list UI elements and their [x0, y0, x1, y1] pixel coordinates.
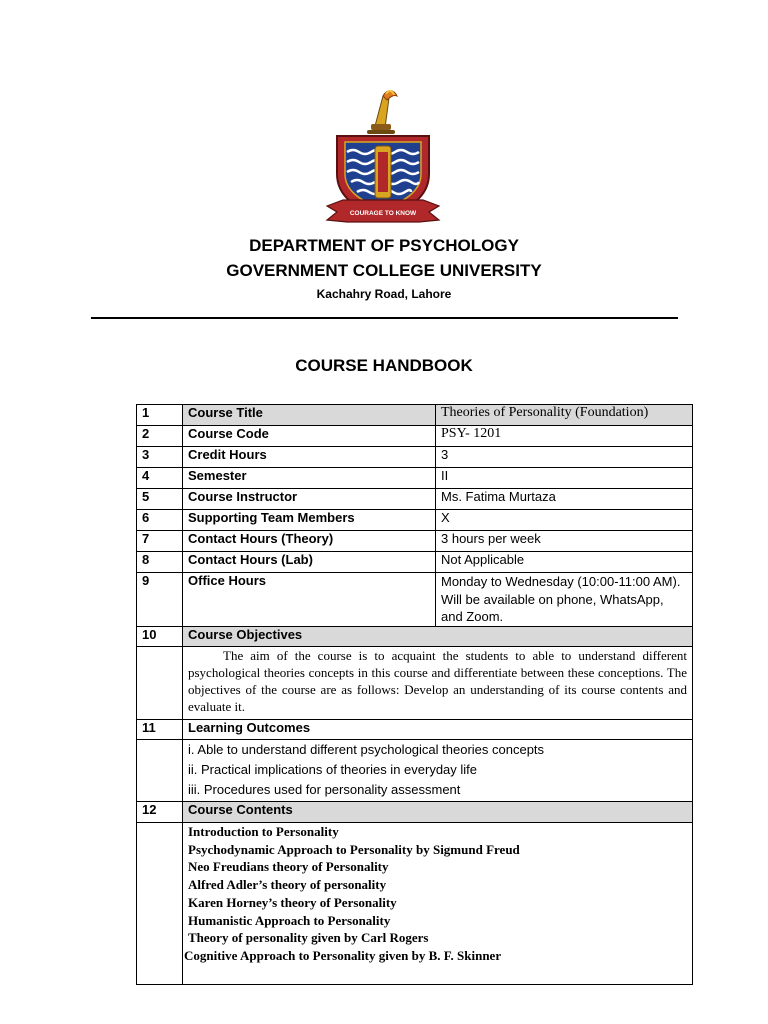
row-number: 5 — [137, 489, 183, 510]
row-number: 11 — [137, 720, 183, 740]
table-row — [137, 489, 693, 510]
list-item: Neo Freudians theory of Personality — [188, 859, 389, 875]
table-row — [137, 405, 693, 426]
section-row-objectives — [137, 627, 693, 647]
row-number: 4 — [137, 468, 183, 489]
list-item: Introduction to Personality — [188, 824, 339, 839]
row-label: Contact Hours (Theory) — [183, 531, 436, 552]
row-label: Office Hours — [183, 573, 436, 627]
table-row — [137, 447, 693, 468]
row-value: Theories of Personality (Foundation) — [436, 405, 693, 426]
row-label: Course Code — [183, 426, 436, 447]
row-number: 9 — [137, 573, 183, 627]
row-number: 3 — [137, 447, 183, 468]
table-row — [137, 573, 693, 627]
section-row-outcomes — [137, 720, 693, 740]
row-value: 3 — [436, 447, 693, 468]
list-item: Cognitive Approach to Personality given by B. F. Skinner — [184, 947, 502, 963]
table-row — [137, 531, 693, 552]
section-label: Learning Outcomes — [183, 720, 693, 740]
row-label: Supporting Team Members — [183, 510, 436, 531]
objectives-text-row — [137, 647, 693, 720]
document-title: COURSE HANDBOOK — [295, 356, 473, 375]
university-crest-logo — [323, 86, 443, 228]
row-value: Ms. Fatima Murtaza — [436, 489, 693, 510]
list-item: Theory of personality given by Carl Rogers — [188, 930, 429, 946]
section-label: Course Objectives — [183, 627, 693, 647]
list-item: Alfred Adler’s theory of personality — [188, 877, 387, 893]
list-item: Karen Horney’s theory of Personality — [188, 894, 397, 910]
svg-text:COURAGE TO KNOW: COURAGE TO KNOW — [349, 210, 417, 217]
contents-list-row — [137, 823, 693, 985]
row-label: Semester — [183, 468, 436, 489]
table-row — [137, 510, 693, 531]
empty-cell — [137, 740, 183, 802]
row-label: Contact Hours (Lab) — [183, 552, 436, 573]
university-name: GOVERNMENT COLLEGE UNIVERSITY — [226, 261, 542, 280]
list-item: Psychodynamic Approach to Personality by Sigmund Freud — [188, 841, 520, 857]
list-item: i. Able to understand different psychological theories concepts — [188, 742, 545, 757]
row-value: Monday to Wednesday (10:00-11:00 AM). Will be available on phone, WhatsApp, and Zoom. — [436, 573, 693, 627]
course-info-table — [136, 404, 693, 985]
empty-cell — [137, 647, 183, 720]
row-value: X — [436, 510, 693, 531]
outcomes-list-row — [137, 740, 693, 802]
row-number: 2 — [137, 426, 183, 447]
row-number: 10 — [137, 627, 183, 647]
row-label: Credit Hours — [183, 447, 436, 468]
university-address: Kachahry Road, Lahore — [316, 287, 452, 301]
list-item: iii. Procedures used for personality assessment — [188, 782, 461, 797]
row-value: II — [436, 468, 693, 489]
table-row — [137, 552, 693, 573]
row-number: 7 — [137, 531, 183, 552]
row-label: Course Instructor — [183, 489, 436, 510]
header-divider — [91, 317, 678, 319]
row-value: Not Applicable — [436, 552, 693, 573]
table-row — [137, 468, 693, 489]
torch-icon — [367, 91, 397, 134]
outcomes-list — [183, 740, 693, 802]
list-item: Humanistic Approach to Personality — [188, 912, 391, 928]
section-label: Course Contents — [183, 802, 693, 823]
row-number: 8 — [137, 552, 183, 573]
objectives-text: The aim of the course is to acquaint the students to able to understand different psychological theories concepts in this course and differentiate between these conceptions. The objectives of the course are as follows: Develop an understanding of its course contents and evaluate it. — [183, 647, 693, 720]
contents-list — [183, 823, 693, 985]
document-header — [0, 233, 768, 301]
row-number: 1 — [137, 405, 183, 426]
department-name: DEPARTMENT OF PSYCHOLOGY — [249, 236, 519, 255]
row-number: 12 — [137, 802, 183, 823]
empty-cell — [137, 823, 183, 985]
list-item: ii. Practical implications of theories in everyday life — [188, 762, 478, 777]
table-row — [137, 426, 693, 447]
row-label: Course Title — [183, 405, 436, 426]
row-number: 6 — [137, 510, 183, 531]
section-row-contents — [137, 802, 693, 823]
row-value: PSY- 1201 — [436, 426, 693, 447]
row-value: 3 hours per week — [436, 531, 693, 552]
